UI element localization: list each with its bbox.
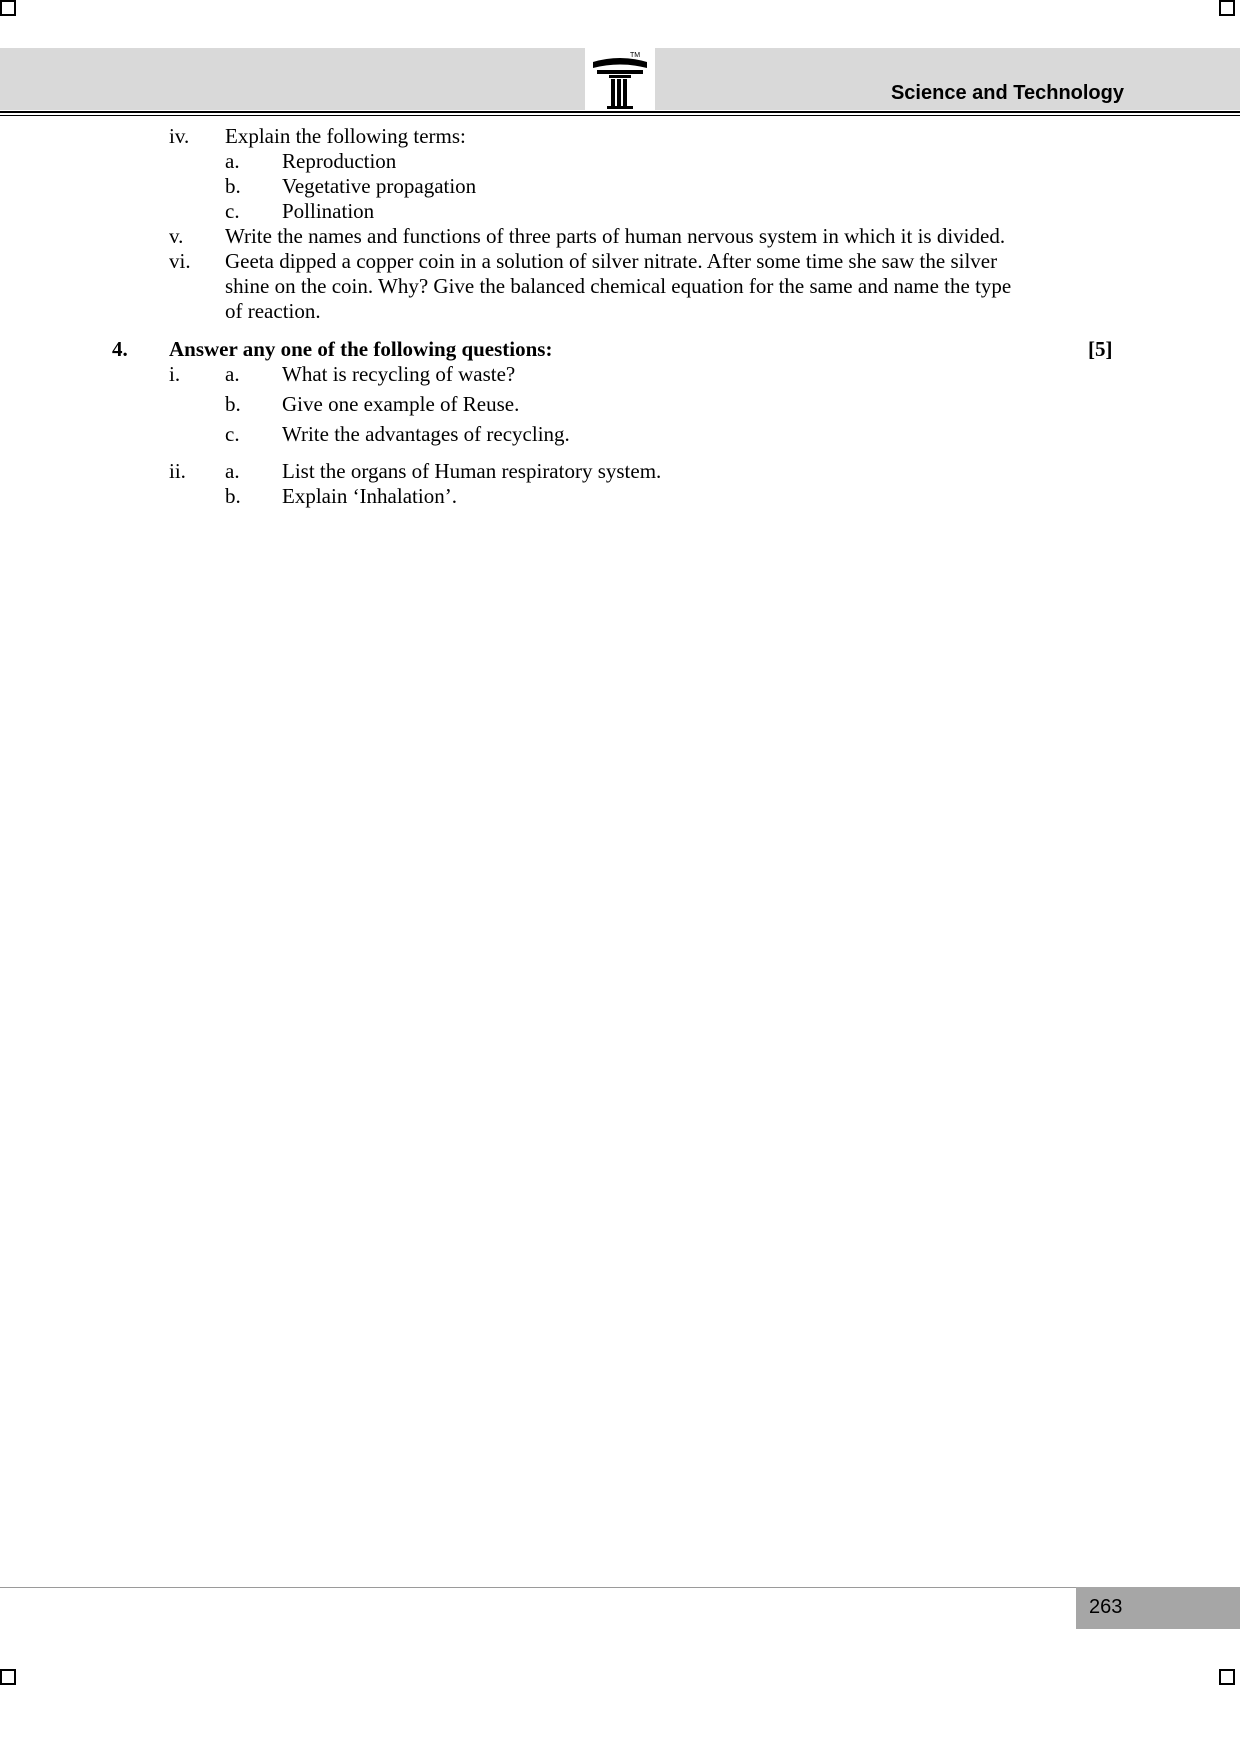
item-vi-line-3: of reaction. <box>225 299 321 323</box>
q4-ii-b-text: Explain ‘Inhalation’. <box>282 484 457 508</box>
q4-ii-a-text: List the organs of Human respiratory system. <box>282 459 662 483</box>
item-vi-line-1: Geeta dipped a copper coin in a solution of silver nitrate. After some time she saw the silver <box>225 249 998 273</box>
question-4-marks: [5] <box>1088 337 1113 361</box>
item-iv-b-letter: b. <box>225 174 241 198</box>
item-iv-a-letter: a. <box>225 149 240 173</box>
question-4-title: Answer any one of the following questions: <box>169 337 553 361</box>
crop-mark-bottom-left <box>0 1669 16 1685</box>
q4-i-a-text: What is recycling of waste? <box>282 362 516 386</box>
footer-rule <box>0 1587 1240 1588</box>
item-v-text: Write the names and functions of three parts of human nervous system in which it is divided. <box>225 224 1006 248</box>
q4-i-a-letter: a. <box>225 362 240 386</box>
page-number: 263 <box>1089 1596 1123 1618</box>
item-vi-number: vi. <box>169 249 191 273</box>
header-rule-thin <box>0 115 1240 116</box>
item-vi-line-2: shine on the coin. Why? Give the balanced chemical equation for the same and name the type <box>225 274 1012 298</box>
item-iv-a-text: Reproduction <box>282 149 397 173</box>
q4-i-b-letter: b. <box>225 392 241 416</box>
q4-i-b-text: Give one example of Reuse. <box>282 392 520 416</box>
trademark-mark: TM <box>630 52 641 59</box>
q4-i-c-text: Write the advantages of recycling. <box>282 422 570 446</box>
publisher-logo <box>585 48 655 111</box>
crop-mark-bottom-right <box>1219 1669 1235 1685</box>
q4-i-number: i. <box>169 362 181 386</box>
q4-i-c-letter: c. <box>225 422 240 446</box>
crop-mark-top-right <box>1219 0 1235 16</box>
q4-ii-b-letter: b. <box>225 484 241 508</box>
item-iv-b-text: Vegetative propagation <box>282 174 477 198</box>
header-title: Science and Technology <box>890 82 1124 104</box>
q4-ii-a-letter: a. <box>225 459 240 483</box>
item-v-number: v. <box>169 224 184 248</box>
item-iv-c-letter: c. <box>225 199 240 223</box>
header-rule-thick <box>0 111 1240 113</box>
item-iv-number: iv. <box>169 124 190 148</box>
crop-mark-top-left <box>0 0 16 16</box>
item-iv-c-text: Pollination <box>282 199 375 223</box>
item-iv-text: Explain the following terms: <box>225 124 466 148</box>
question-4-number: 4. <box>112 337 128 361</box>
q4-ii-number: ii. <box>169 459 186 483</box>
pillar-logo-icon <box>585 48 655 111</box>
